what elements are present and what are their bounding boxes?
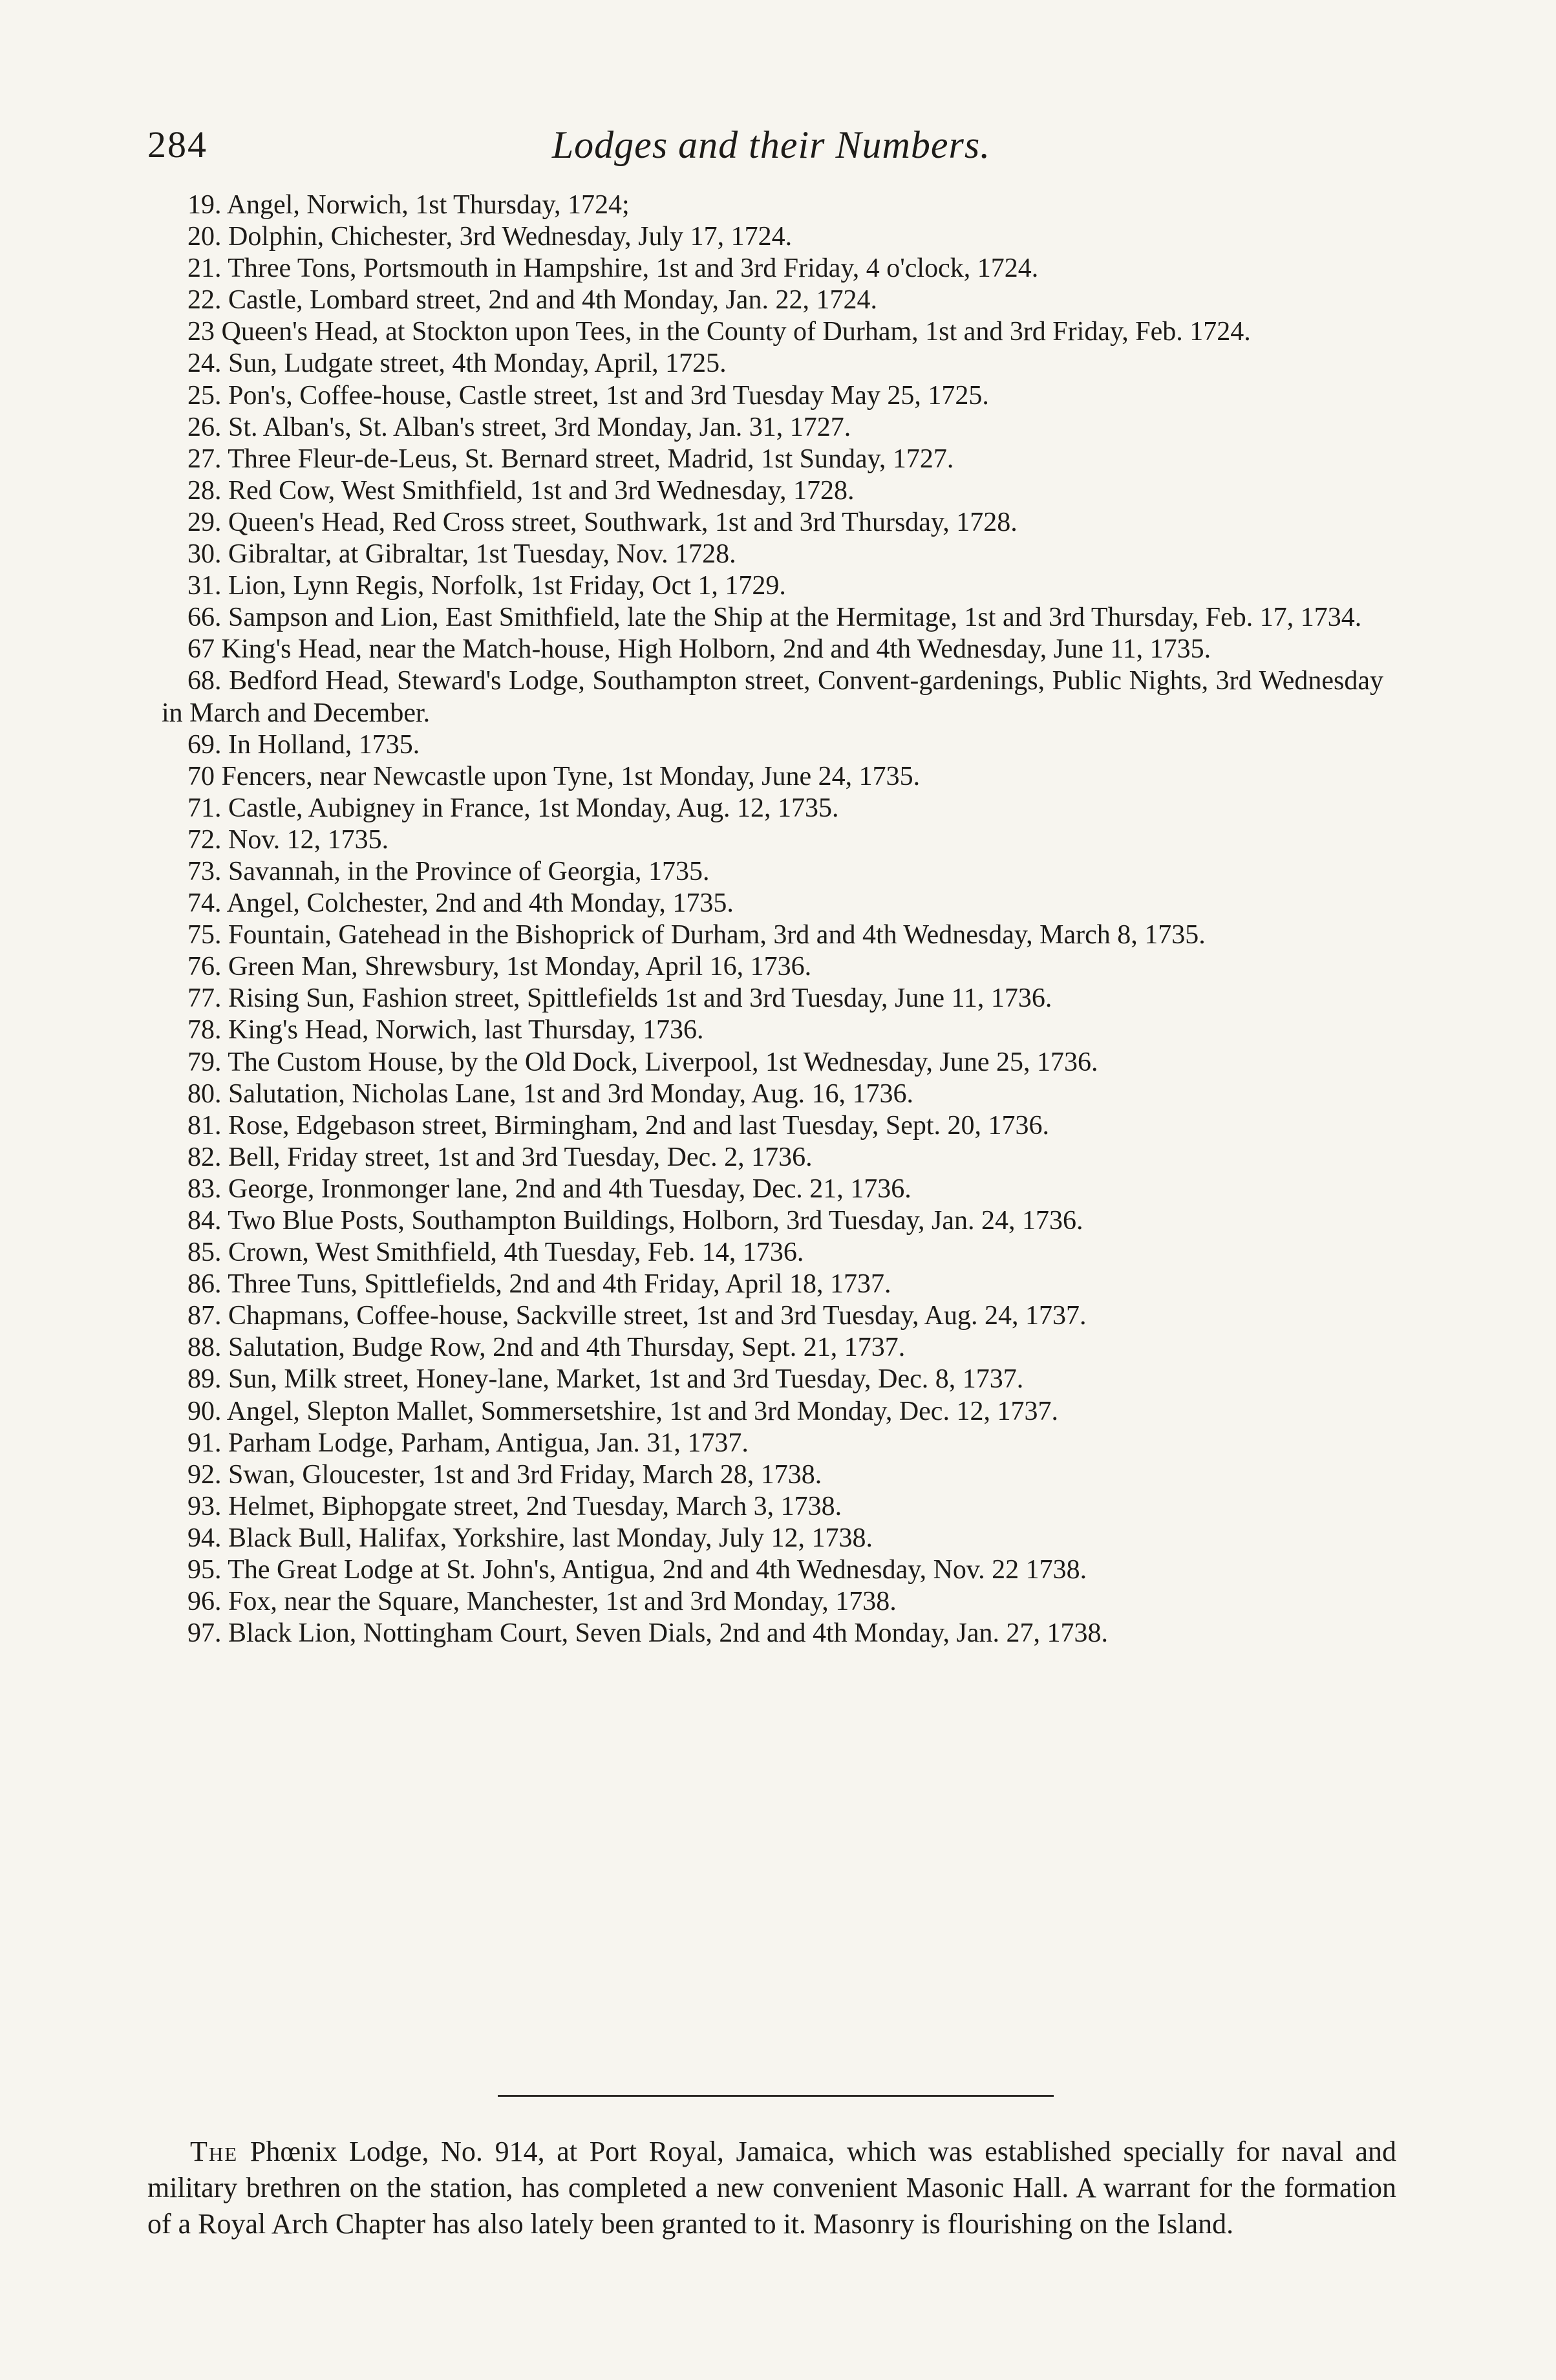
lodge-entry xyxy=(162,1110,1383,1142)
lodge-entry xyxy=(162,1586,1383,1618)
lodge-description: Two Blue Posts, Southampton Buildings, Holborn, 3rd Tuesday, Jan. 24, 1736. xyxy=(228,1206,1083,1236)
lodge-number: 73. xyxy=(187,856,222,886)
lodge-entry xyxy=(162,507,1383,539)
lodge-description: Angel, Slepton Mallet, Sommersetshire, 1st and 3rd Monday, Dec. 12, 1737. xyxy=(226,1396,1058,1426)
lodge-number: 76. xyxy=(187,952,222,982)
lodge-description: The Great Lodge at St. John's, Antigua, 2nd and 4th Wednesday, Nov. 22 1738. xyxy=(228,1555,1087,1585)
lodge-number: 29. xyxy=(187,507,222,537)
lodge-number: 25. xyxy=(187,380,222,411)
lodge-entry xyxy=(162,824,1383,856)
lodge-entry xyxy=(162,919,1383,951)
lodge-description: Parham Lodge, Parham, Antigua, Jan. 31, 1737. xyxy=(228,1428,749,1458)
lodge-description: Lion, Lynn Regis, Norfolk, 1st Friday, Oct 1, 1729. xyxy=(228,571,786,601)
lodge-number: 31. xyxy=(187,571,222,601)
lodge-entry xyxy=(162,665,1383,729)
lodge-number: 67 xyxy=(187,634,215,665)
lodge-description: King's Head, Norwich, last Thursday, 1736. xyxy=(228,1015,704,1045)
lodge-description: Rose, Edgebason street, Birmingham, 2nd and last Tuesday, Sept. 20, 1736. xyxy=(228,1110,1050,1141)
lodge-number: 82. xyxy=(187,1142,222,1172)
lodge-description: Sun, Milk street, Honey-lane, Market, 1st and 3rd Tuesday, Dec. 8, 1737. xyxy=(228,1364,1024,1395)
lodge-entry xyxy=(162,444,1383,475)
lodge-entry xyxy=(162,856,1383,888)
lodge-description: Fountain, Gatehead in the Bishoprick of Durham, 3rd and 4th Wednesday, March 8, 1735. xyxy=(228,920,1206,950)
lodge-description: Salutation, Nicholas Lane, 1st and 3rd Monday, Aug. 16, 1736. xyxy=(228,1078,913,1109)
note-text: Phœnix Lodge, No. 914, at Port Royal, Jamaica, which was established specially for naval and military brethren on the station, has completed a new convenient Masonic Hall. A warrant for the formation of a Royal Arch Chapter has also lately been granted to it. Masonry is flourishing on the Island. xyxy=(147,2136,1396,2240)
lodge-number: 78. xyxy=(187,1015,222,1045)
lodge-description: Fencers, near Newcastle upon Tyne, 1st Monday, June 24, 1735. xyxy=(221,761,921,791)
lodge-number: 86. xyxy=(187,1269,222,1300)
lodge-number: 22. xyxy=(187,285,222,316)
lodge-number: 26. xyxy=(187,412,222,442)
lodge-entry xyxy=(162,221,1383,253)
lodge-description: Three Tuns, Spittlefields, 2nd and 4th Friday, April 18, 1737. xyxy=(228,1269,891,1300)
lodge-description: Black Lion, Nottingham Court, Seven Dials, 2nd and 4th Monday, Jan. 27, 1738. xyxy=(228,1618,1108,1649)
lodge-number: 68. xyxy=(187,666,222,696)
lodge-entry xyxy=(162,1523,1383,1554)
lodge-entry xyxy=(162,1618,1383,1649)
lodge-description: Three Tons, Portsmouth in Hampshire, 1st and 3rd Friday, 4 o'clock, 1724. xyxy=(228,253,1039,284)
lodge-description: Angel, Norwich, 1st Thursday, 1724; xyxy=(226,190,630,220)
lodge-description: Black Bull, Halifax, Yorkshire, last Monday, July 12, 1738. xyxy=(228,1523,873,1553)
lodge-description: Queen's Head, at Stockton upon Tees, in the County of Durham, 1st and 3rd Friday, Feb. 1724. xyxy=(221,317,1251,347)
lodge-entry xyxy=(162,1300,1383,1332)
lodge-number: 87. xyxy=(187,1301,222,1331)
lodge-number: 95. xyxy=(187,1555,222,1585)
lodge-entry xyxy=(162,380,1383,412)
lodge-description: The Custom House, by the Old Dock, Liverpool, 1st Wednesday, June 25, 1736. xyxy=(228,1047,1098,1077)
lodge-entry xyxy=(162,1047,1383,1078)
lodge-entry xyxy=(162,1174,1383,1205)
lodge-description: Queen's Head, Red Cross street, Southwark, 1st and 3rd Thursday, 1728. xyxy=(228,507,1018,537)
lodge-number: 79. xyxy=(187,1047,222,1077)
lodge-number: 77. xyxy=(187,983,222,1014)
lodge-entry xyxy=(162,1237,1383,1269)
lodge-number: 85. xyxy=(187,1238,222,1268)
lodge-description: Swan, Gloucester, 1st and 3rd Friday, March 28, 1738. xyxy=(228,1459,822,1490)
lodge-entry xyxy=(162,1396,1383,1428)
lodge-description: St. Alban's, St. Alban's street, 3rd Monday, Jan. 31, 1727. xyxy=(228,412,851,442)
lodge-description: Nov. 12, 1735. xyxy=(228,824,389,855)
lodge-entry xyxy=(162,1459,1383,1491)
lodge-number: 72. xyxy=(187,824,222,855)
lodge-description: Red Cow, West Smithfield, 1st and 3rd Wednesday, 1728. xyxy=(228,475,855,506)
lodge-number: 71. xyxy=(187,793,222,823)
lodge-description: Rising Sun, Fashion street, Spittlefields 1st and 3rd Tuesday, June 11, 1736. xyxy=(228,983,1052,1014)
lodge-description: Salutation, Budge Row, 2nd and 4th Thursday, Sept. 21, 1737. xyxy=(228,1333,906,1363)
lodge-description: In Holland, 1735. xyxy=(228,729,420,760)
lodge-description: Pon's, Coffee-house, Castle street, 1st and 3rd Tuesday May 25, 1725. xyxy=(228,380,989,411)
lodge-number: 75. xyxy=(187,920,222,950)
lodge-description: Sun, Ludgate street, 4th Monday, April, 1725. xyxy=(228,348,727,379)
lodge-entry xyxy=(162,793,1383,824)
section-divider xyxy=(498,2095,1054,2097)
running-title: Lodges and their Numbers. xyxy=(551,123,991,166)
lodge-description: Angel, Colchester, 2nd and 4th Monday, 1735. xyxy=(226,888,734,919)
lodge-entry xyxy=(162,412,1383,444)
lodge-description: Fox, near the Square, Manchester, 1st and 3rd Monday, 1738. xyxy=(228,1587,897,1617)
lodge-entry xyxy=(162,888,1383,919)
lodge-entry xyxy=(162,1078,1383,1110)
lodge-entry xyxy=(162,348,1383,380)
lodge-number: 88. xyxy=(187,1333,222,1363)
lodge-description: Helmet, Biphopgate street, 2nd Tuesday, March 3, 1738. xyxy=(228,1491,842,1521)
lodge-description: Chapmans, Coffee-house, Sackville street, 1st and 3rd Tuesday, Aug. 24, 1737. xyxy=(228,1301,1087,1331)
lodge-number: 70 xyxy=(187,761,215,791)
lodge-entry xyxy=(162,1269,1383,1300)
lodge-number: 93. xyxy=(187,1491,222,1521)
lodge-entry xyxy=(162,539,1383,570)
lodge-entry xyxy=(162,316,1383,348)
lodge-entry xyxy=(162,253,1383,284)
lodge-entry xyxy=(162,761,1383,793)
lodge-number: 74. xyxy=(187,888,222,919)
lodge-description: George, Ironmonger lane, 2nd and 4th Tuesday, Dec. 21, 1736. xyxy=(228,1174,911,1204)
lodge-entry xyxy=(162,951,1383,983)
lodge-number: 97. xyxy=(187,1618,222,1649)
lodge-description: Castle, Aubigney in France, 1st Monday, Aug. 12, 1735. xyxy=(228,793,839,823)
lodge-number: 81. xyxy=(187,1110,222,1141)
lodge-description: King's Head, near the Match-house, High Holborn, 2nd and 4th Wednesday, June 11, 1735. xyxy=(221,634,1211,665)
lodge-entry xyxy=(162,602,1383,634)
lodge-number: 90. xyxy=(187,1396,222,1426)
lodge-entry xyxy=(162,1428,1383,1459)
lodge-description: Bell, Friday street, 1st and 3rd Tuesday, Dec. 2, 1736. xyxy=(228,1142,813,1172)
lodge-number: 83. xyxy=(187,1174,222,1204)
lodge-number: 24. xyxy=(187,348,222,379)
lodge-number: 27. xyxy=(187,444,222,474)
lodge-entry xyxy=(162,1332,1383,1364)
lodge-number: 28. xyxy=(187,475,222,506)
lodge-number: 23 xyxy=(187,317,215,347)
lodge-number: 30. xyxy=(187,539,222,570)
lodge-description: Green Man, Shrewsbury, 1st Monday, April 16, 1736. xyxy=(228,952,812,982)
lodge-description: Three Fleur-de-Leus, St. Bernard street, Madrid, 1st Sunday, 1727. xyxy=(228,444,954,474)
lodge-number: 66. xyxy=(187,603,222,633)
lodge-entry xyxy=(162,729,1383,761)
lodge-entry xyxy=(162,1491,1383,1523)
lodge-description: Sampson and Lion, East Smithfield, late the Ship at the Hermitage, 1st and 3rd Thursday, Feb. 17, 1734. xyxy=(228,603,1362,633)
lodge-number: 96. xyxy=(187,1587,222,1617)
lodge-number: 84. xyxy=(187,1206,222,1236)
lodge-description: Crown, West Smithfield, 4th Tuesday, Feb. 14, 1736. xyxy=(228,1238,804,1268)
lodge-entry xyxy=(162,634,1383,665)
lodge-number: 89. xyxy=(187,1364,222,1395)
page-header xyxy=(147,123,1395,175)
lodge-number: 19. xyxy=(187,190,222,220)
lodge-number: 92. xyxy=(187,1459,222,1490)
lodge-entry xyxy=(162,284,1383,316)
page-number: 284 xyxy=(147,123,208,166)
lodge-number: 80. xyxy=(187,1078,222,1109)
lodge-number: 69. xyxy=(187,729,222,760)
lodge-number: 91. xyxy=(187,1428,222,1458)
lodge-entry xyxy=(162,1014,1383,1046)
lodge-description: Savannah, in the Province of Georgia, 1735. xyxy=(228,856,710,886)
lodge-description: Gibraltar, at Gibraltar, 1st Tuesday, Nov. 1728. xyxy=(228,539,736,570)
lodge-entry xyxy=(162,1364,1383,1395)
lodge-entry xyxy=(162,570,1383,602)
lodge-list xyxy=(162,189,1383,1649)
lodge-description: Bedford Head, Steward's Lodge, Southampton street, Convent-gardenings, Public Nights, 3rd Wednesday in March and December. xyxy=(162,666,1384,728)
note-lead-word: The xyxy=(190,2136,239,2167)
lodge-entry xyxy=(162,1205,1383,1237)
lodge-description: Dolphin, Chichester, 3rd Wednesday, July 17, 1724. xyxy=(228,222,793,252)
lodge-entry xyxy=(162,1554,1383,1586)
lodge-entry xyxy=(162,475,1383,507)
lodge-entry xyxy=(162,1142,1383,1174)
lodge-description: Castle, Lombard street, 2nd and 4th Monday, Jan. 22, 1724. xyxy=(228,285,877,316)
lodge-number: 94. xyxy=(187,1523,222,1553)
phoenix-lodge-note xyxy=(147,2134,1396,2242)
lodge-entry xyxy=(162,983,1383,1014)
lodge-number: 20. xyxy=(187,222,222,252)
lodge-number: 21. xyxy=(187,253,222,284)
lodge-entry xyxy=(162,189,1383,221)
